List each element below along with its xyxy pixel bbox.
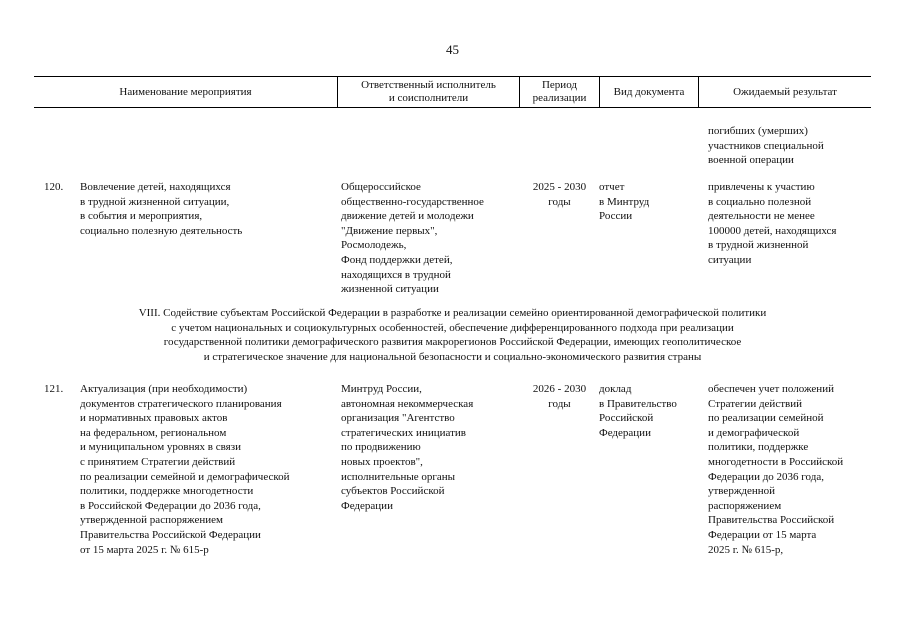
row-121-document: доклад в Правительство Российской Федерации — [599, 383, 677, 439]
header-period: Период реализации — [532, 79, 587, 104]
row-120-document: отчет в Минтруд России — [599, 181, 650, 223]
header-document: Вид документа — [613, 85, 685, 98]
row-121-period: 2026 - 2030 годы — [532, 383, 587, 410]
row-120-result: привлечены к участию в социально полезной деятельности не менее 100000 детей, находящихся в трудной жизненной ситуации — [708, 181, 837, 266]
row-120-number: 120. — [44, 181, 64, 193]
header-name: Наименование мероприятия — [119, 85, 252, 98]
header-bottom-rule — [34, 107, 871, 108]
row-120-responsible: Общероссийское общественно-государственное движение детей и молодежи "Движение первых", Росмолодежь, Фонд поддержки детей, находящихся в трудной жизненной ситуации — [341, 181, 484, 296]
page-number: 45 — [446, 42, 459, 57]
section-heading-viii: VIII. Содействие субъектам Российской Федерации в разработке и реализации семейно ориентированной демографической политики с учетом национальных и социокультурных особенностей, обеспечение дифференцированного подхода при реализации государственной политики демографического развития макрорегионов Российской Федерации, имеющих геополитическое и стратегическое значение для национальной безопасности и социально-экономического развития страны — [138, 307, 767, 363]
row-121-result: обеспечен учет положений Стратегии действий по реализации семейной и демографической политики, поддержке многодетности в Российской Федерации до 2036 года, утвержденной распоряжением Правительства Российской Федерации от 15 марта 2025 г. № 615-р, — [708, 383, 844, 556]
row-121-number: 121. — [44, 383, 64, 395]
carryover-result: погибших (умерших) участников специальной военной операции — [708, 125, 824, 167]
row-120-name: Вовлечение детей, находящихся в трудной жизненной ситуации, в события и мероприятия, социально полезную деятельность — [80, 181, 243, 237]
row-121-name: Актуализация (при необходимости) документов стратегического планирования и нормативных правовых актов на федеральном, региональном и муниципальном уровнях в связи с принятием Стратегии действий по реализации семейной и демографической политики, поддержке многодетности в Российской Федерации до 2036 года, утвержденной распоряжением Правительства Российской Федерации от 15 марта 2025 г. № 615-р — [80, 383, 290, 556]
header-responsible: Ответственный исполнитель и соисполнители — [361, 79, 496, 104]
header-result: Ожидаемый результат — [733, 85, 837, 98]
row-121-responsible: Минтруд России, автономная некоммерческая организация "Агентство стратегических инициатив по продвижению новых проектов", исполнительные органы субъектов Российской Федерации — [341, 383, 474, 512]
row-120-period: 2025 - 2030 годы — [532, 181, 587, 208]
